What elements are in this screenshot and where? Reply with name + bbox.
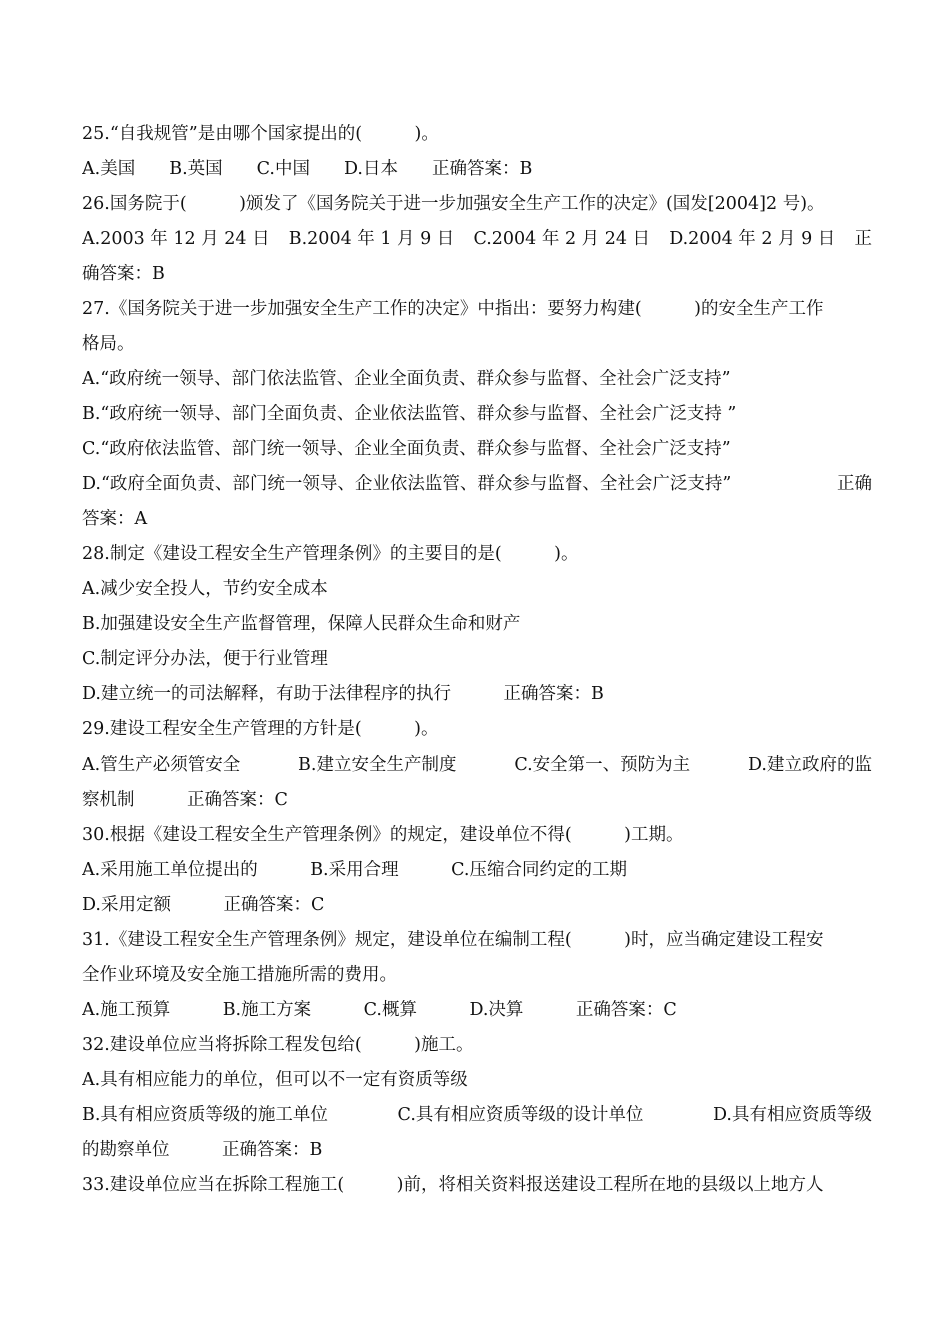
option-30-d: D.采用定额 正确答案：C: [82, 895, 325, 915]
option-d: D.日本: [343, 159, 398, 179]
question-28: 28.制定《建设工程安全生产管理条例》的主要目的是( )。: [82, 544, 579, 564]
option-b: B.建立安全生产制度: [298, 755, 457, 775]
option-b: B.具有相应资质等级的施工单位: [82, 1105, 328, 1125]
question-26: 26.国务院于( )颁发了《国务院关于进一步加强安全生产工作的决定》(国发[2004]2 号)。: [82, 194, 825, 214]
option-d: D.2004 年 2 月 9 日: [669, 229, 836, 249]
answer-start: 正确: [837, 474, 872, 494]
option-c: C.具有相应资质等级的设计单位: [397, 1105, 644, 1125]
question-32: 32.建设单位应当将拆除工程发包给( )施工。: [82, 1035, 474, 1055]
option-28-c: C.制定评分办法，便于行业管理: [82, 649, 328, 669]
options-32-bcd: [82, 1098, 872, 1133]
option-d: D.“政府全面负责、部门统一领导、企业依法监管、群众参与监督、全社会广泛支持”: [82, 474, 732, 494]
option-b: B.2004 年 1 月 9 日: [288, 229, 455, 249]
question-29: 29.建设工程安全生产管理的方针是( )。: [82, 719, 439, 739]
question-25: 25.“自我规管”是由哪个国家提出的( )。: [82, 124, 439, 144]
options-25: [82, 152, 872, 187]
answer-27: 答案：A: [82, 509, 148, 529]
option-32-a: A.具有相应能力的单位，但可以不一定有资质等级: [82, 1070, 468, 1090]
question-31: 31.《建设工程安全生产管理条例》规定，建设单位在编制工程( )时，应当确定建设工程安: [82, 930, 824, 950]
option-28-d: D.建立统一的司法解释，有助于法律程序的执行 正确答案：B: [82, 684, 604, 704]
option-27-d: [82, 467, 872, 502]
answer-29: 察机制 正确答案：C: [82, 790, 288, 810]
options-29: [82, 748, 872, 783]
option-b: B.英国: [169, 159, 223, 179]
option-d: D.具有相应资质等级: [713, 1105, 872, 1125]
option-a: A.2003 年 12 月 24 日: [82, 229, 270, 249]
question-27-cont: 格局。: [82, 334, 135, 354]
answer-26: 确答案：B: [82, 264, 165, 284]
option-a: A.美国: [82, 159, 136, 179]
answer-start: 正: [854, 229, 872, 249]
option-c: C.中国: [256, 159, 310, 179]
question-33: 33.建设单位应当在拆除工程施工( )前，将相关资料报送建设工程所在地的县级以上地方人: [82, 1175, 824, 1195]
answer-32: 的勘察单位 正确答案：B: [82, 1140, 323, 1160]
option-28-a: A.减少安全投人，节约安全成本: [82, 579, 328, 599]
answer: 正确答案：B: [431, 159, 533, 179]
question-27: 27.《国务院关于进一步加强安全生产工作的决定》中指出：要努力构建( )的安全生产工作: [82, 299, 824, 319]
options-30-abc: A.采用施工单位提出的 B.采用合理 C.压缩合同约定的工期: [82, 860, 627, 880]
option-28-b: B.加强建设安全生产监督管理，保障人民群众生命和财产: [82, 614, 521, 634]
option-27-c: C.“政府依法监管、部门统一领导、企业全面负责、群众参与监督、全社会广泛支持”: [82, 439, 731, 459]
question-31-cont: 全作业环境及安全施工措施所需的费用。: [82, 965, 397, 985]
option-c: C.安全第一、预防为主: [514, 755, 691, 775]
option-27-b: B.“政府统一领导、部门全面负责、企业依法监管、群众参与监督、全社会广泛支持 ”: [82, 404, 737, 424]
option-a: A.管生产必须管安全: [82, 755, 241, 775]
option-d: D.建立政府的监: [748, 755, 872, 775]
option-27-a: A.“政府统一领导、部门依法监管、企业全面负责、群众参与监督、全社会广泛支持”: [82, 369, 731, 389]
question-30: 30.根据《建设工程安全生产管理条例》的规定，建设单位不得( )工期。: [82, 825, 684, 845]
options-26: [82, 222, 872, 257]
options-31: A.施工预算 B.施工方案 C.概算 D.决算 正确答案：C: [82, 1000, 677, 1020]
option-c: C.2004 年 2 月 24 日: [473, 229, 651, 249]
